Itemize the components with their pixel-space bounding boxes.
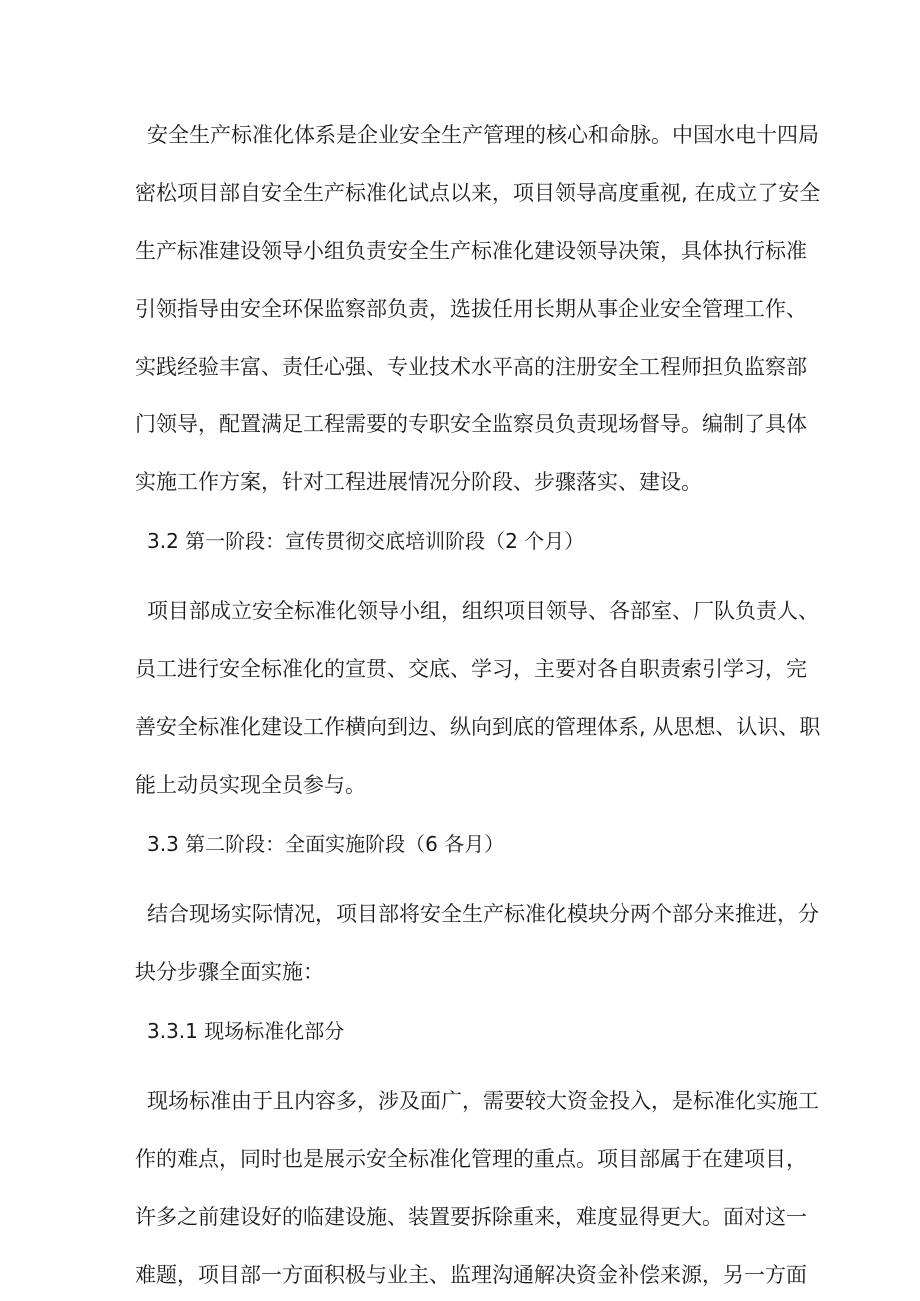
paragraph-1-line-6: 门领导，配置满足工程需要的专职安全监察员负责现场督导。编制了具体	[135, 412, 807, 436]
paragraph-4-line-4: 难题，项目部一方面积极与业主、监理沟通解决资金补偿来源，另一方面	[135, 1263, 807, 1287]
section-heading-3-3: 3.3 第二阶段：全面实施阶段（6 各月）	[147, 832, 505, 856]
paragraph-3-line-1: 结合现场实际情况，项目部将安全生产标准化模块分两个部分来推进，分	[147, 902, 819, 926]
paragraph-4-line-2: 作的难点，同时也是展示安全标准化管理的重点。项目部属于在建项目，	[135, 1147, 807, 1171]
paragraph-1-line-2: 密松项目部自安全生产标准化试点以来，项目领导高度重视, 在成立了安全	[135, 181, 821, 205]
section-heading-3-2: 3.2 第一阶段：宣传贯彻交底培训阶段（2 个月）	[147, 529, 585, 553]
paragraph-3-line-2: 块分步骤全面实施：	[135, 960, 324, 984]
paragraph-1-line-3: 生产标准建设领导小组负责安全生产标准化建设领导决策，具体执行标准	[135, 239, 807, 263]
paragraph-2-line-4: 能上动员实现全员参与。	[135, 773, 366, 797]
paragraph-1-line-4: 引领指导由安全环保监察部负责，选拔任用长期从事企业安全管理工作、	[135, 297, 807, 321]
paragraph-4-line-3: 许多之前建设好的临建设施、装置要拆除重来，难度显得更大。面对这一	[135, 1205, 807, 1229]
paragraph-1-line-7: 实施工作方案，针对工程进展情况分阶段、步骤落实、建设。	[135, 470, 702, 494]
paragraph-1-line-5: 实践经验丰富、责任心强、专业技术水平高的注册安全工程师担负监察部	[135, 355, 807, 379]
section-heading-3-3-1: 3.3.1 现场标准化部分	[147, 1019, 345, 1043]
paragraph-1-line-1: 安全生产标准化体系是企业安全生产管理的核心和命脉。中国水电十四局	[147, 123, 819, 147]
paragraph-4-line-1: 现场标准由于且内容多，涉及面广，需要较大资金投入，是标准化实施工	[147, 1089, 819, 1113]
paragraph-2-line-2: 员工进行安全标准化的宣贯、交底、学习，主要对各自职责索引学习，完	[135, 657, 807, 681]
paragraph-2-line-1: 项目部成立安全标准化领导小组，组织项目领导、各部室、厂队负责人、	[147, 599, 819, 623]
paragraph-2-line-3: 善安全标准化建设工作横向到边、纵向到底的管理体系, 从思想、认识、职	[135, 715, 821, 739]
